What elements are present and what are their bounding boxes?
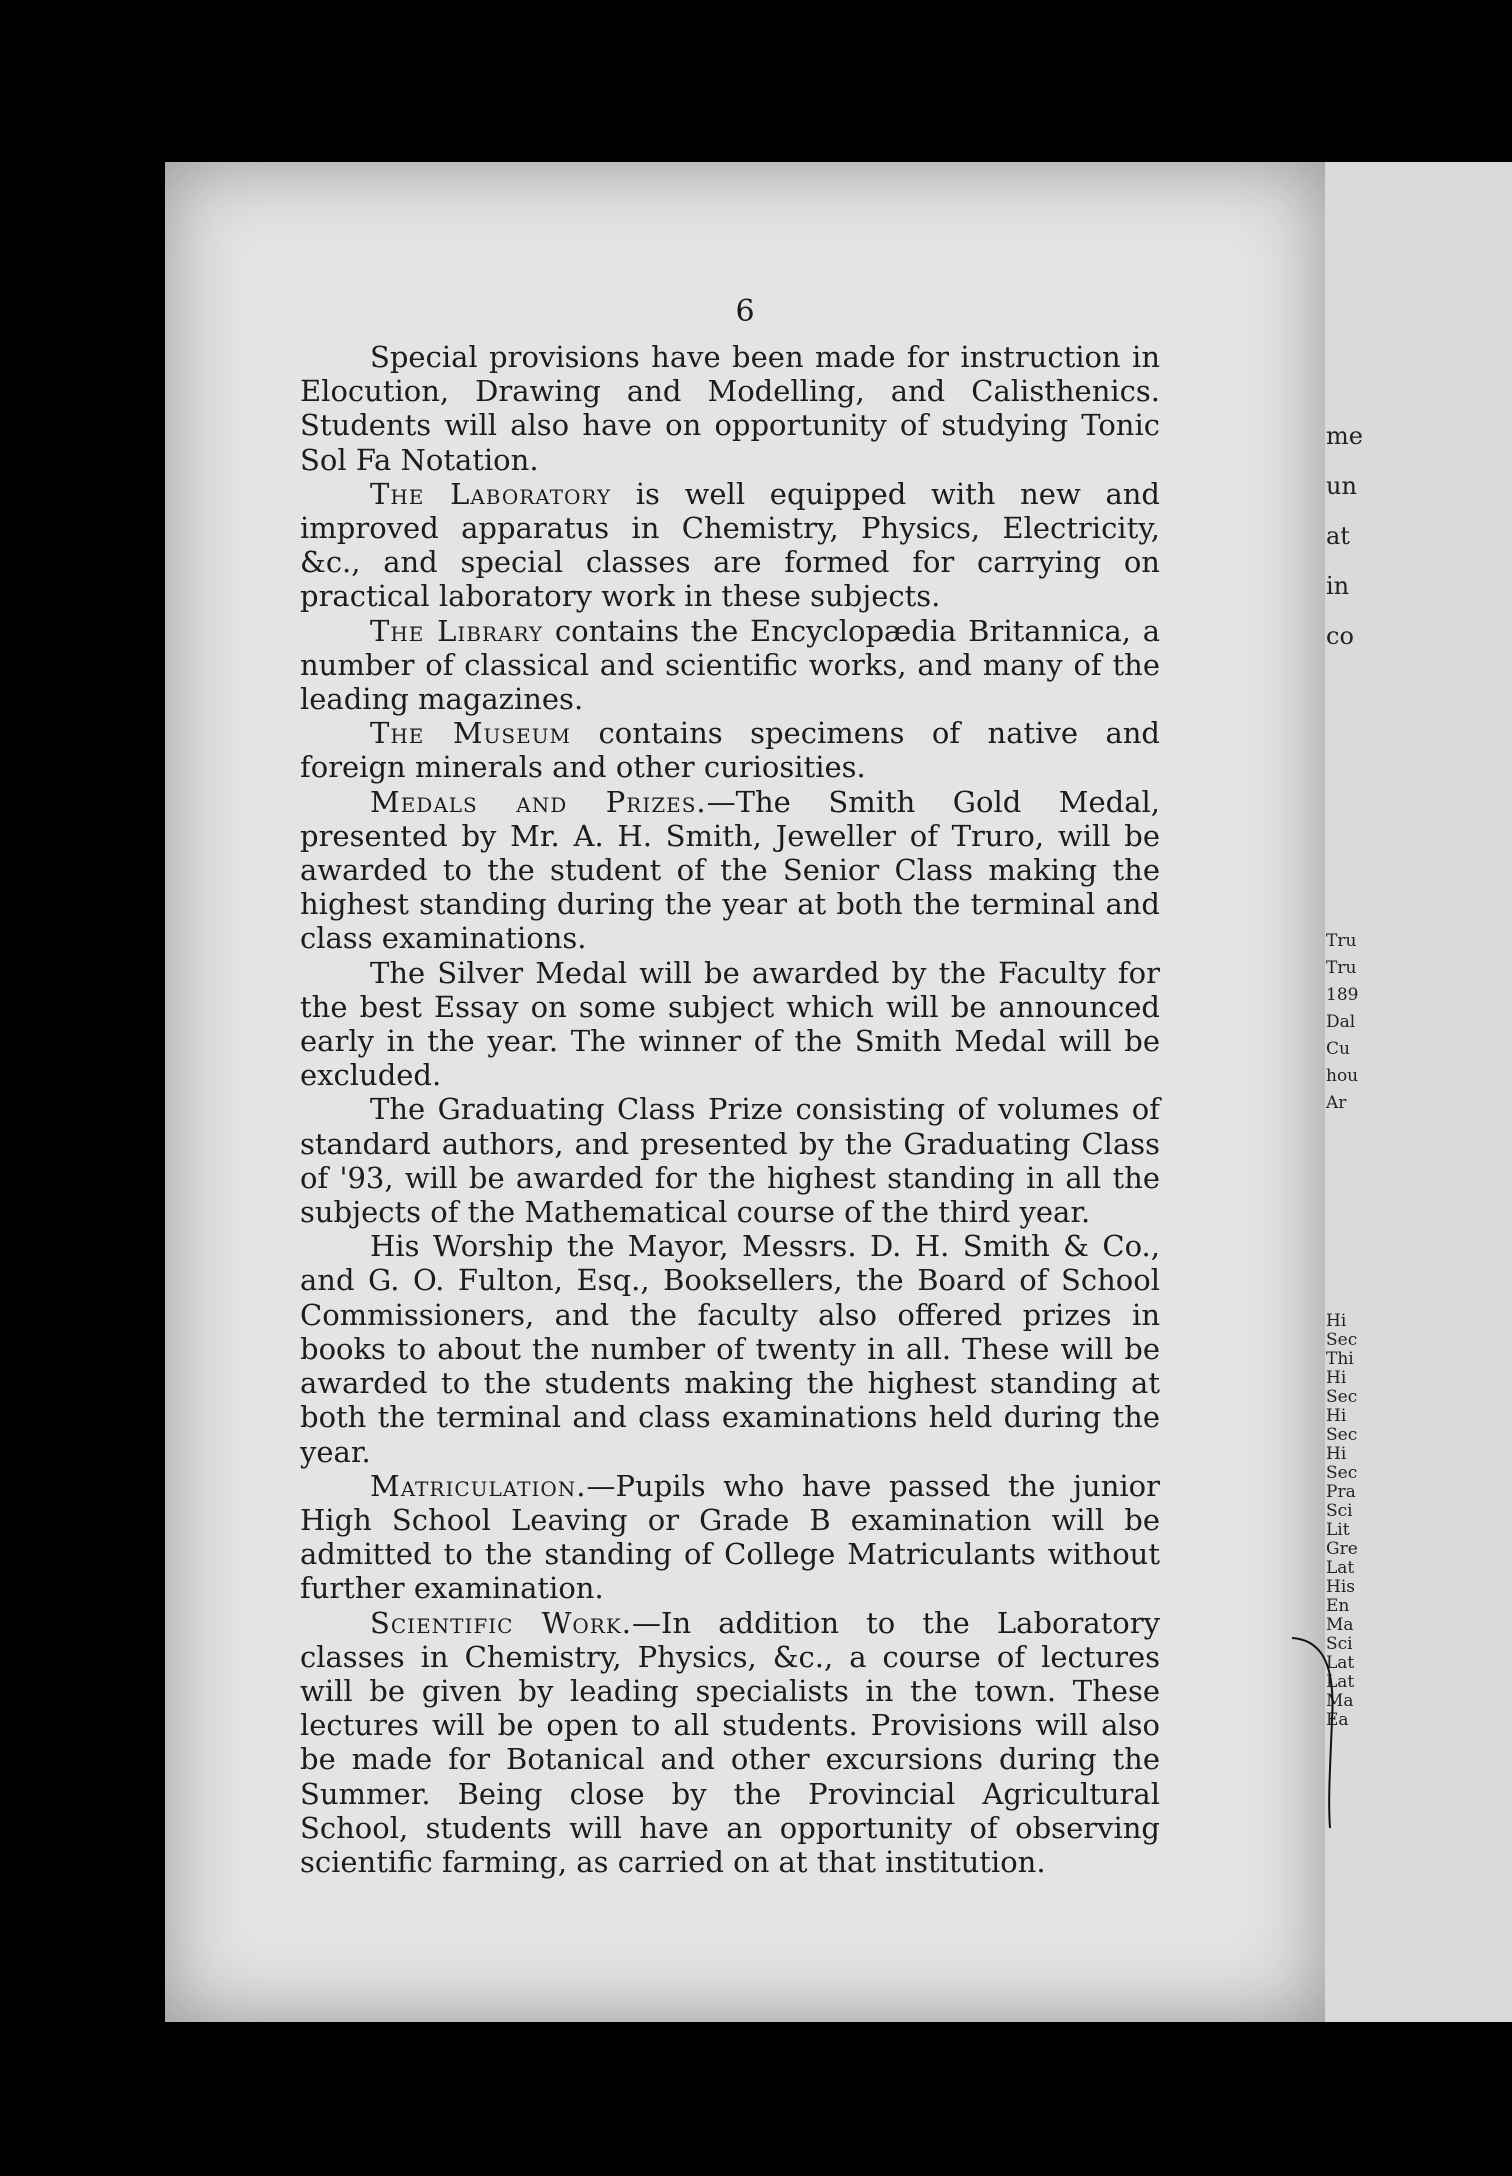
paragraph	[300, 1469, 1160, 1606]
paragraph-text: —Pupils who have passed the junior High School Leaving or Grade B examination will be admitted to the standing of College Matriculants without further examination.	[300, 1468, 1160, 1606]
paragraph-text: The Silver Medal will be awarded by the Faculty for the best Essay on some subject which will be announced early in the year. The winner of the Smith Medal will be excluded.	[300, 955, 1160, 1093]
paragraph-text: The Graduating Class Prize consisting of volumes of standard authors, and presented by the Graduating Class of '93, will be awarded for the highest standing in all the subjects of the Mathematical course of the third year.	[300, 1092, 1160, 1230]
fragment-text: co	[1326, 622, 1354, 650]
paragraph-text: Special provisions have been made for instruction in Elocution, Drawing and Modelling, and Calisthenics. Students will also have on opportunity of studying Tonic Sol Fa Notation.	[300, 340, 1160, 477]
fragment-text: His	[1326, 1577, 1355, 1597]
fragment-text: Lat	[1326, 1672, 1355, 1692]
fragment-text: Lat	[1326, 1653, 1355, 1673]
fragment-text: Thi	[1326, 1349, 1354, 1369]
fragment-text: Sec	[1326, 1330, 1358, 1350]
fragment-text: un	[1326, 472, 1357, 500]
fragment-text: Lit	[1326, 1520, 1350, 1540]
fragment-text: Tru	[1326, 931, 1357, 951]
fragment-text: Sec	[1326, 1463, 1358, 1483]
pen-mark-icon	[1290, 1630, 1350, 1830]
fragment-text: Pra	[1326, 1482, 1356, 1502]
fragment-text: Ma	[1326, 1615, 1354, 1635]
fragment-text: in	[1326, 572, 1350, 600]
fragment-text: Dal	[1326, 1012, 1356, 1032]
fragment-text: Hi	[1326, 1444, 1347, 1464]
fragment-text: hou	[1326, 1066, 1359, 1086]
paragraph-heading: Scientific Work.	[370, 1605, 633, 1640]
fragment-text: Ea	[1326, 1710, 1349, 1730]
fragment-text: Gre	[1326, 1539, 1358, 1559]
fragment-text: Ar	[1326, 1093, 1347, 1113]
paragraph	[300, 614, 1160, 717]
paragraph-heading: The Laboratory	[370, 476, 612, 511]
paragraph-text: contains specimens of native and foreign minerals and other curiosities.	[300, 716, 1160, 785]
fragment-text: Lat	[1326, 1558, 1355, 1578]
paragraph-heading: Matriculation.	[370, 1468, 587, 1503]
fragment-text: Tru	[1326, 958, 1357, 978]
fragment-text: me	[1326, 422, 1363, 450]
paragraph-heading: The Library	[370, 613, 544, 648]
right-page-fragments	[1325, 162, 1512, 2022]
paragraph	[300, 1092, 1160, 1229]
paragraph	[300, 340, 1160, 477]
paragraph-text: —The Smith Gold Medal, presented by Mr. A. H. Smith, Jeweller of Truro, will be awarded to the student of the Senior Class making the highest standing during the year at both the terminal and class examinations.	[300, 784, 1160, 956]
fragment-text: En	[1326, 1596, 1350, 1616]
paragraph	[300, 785, 1160, 956]
paragraph-text: is well equipped with new and improved apparatus in Chemistry, Physics, Electricity, &c., and special classes are formed for carrying on practical laboratory work in these subjects.	[300, 476, 1160, 614]
fragment-text: Sci	[1326, 1634, 1353, 1654]
paragraph	[300, 1229, 1160, 1468]
paragraph	[300, 956, 1160, 1093]
fragment-text: 189	[1326, 985, 1359, 1005]
fragment-text: Hi	[1326, 1406, 1347, 1426]
fragment-text: Ma	[1326, 1691, 1354, 1711]
paragraph-text: contains the Encyclopædia Britannica, a number of classical and scientific works, and many of the leading magazines.	[300, 613, 1160, 717]
paragraph-text: —In addition to the Laboratory classes in Chemistry, Physics, &c., a course of lectures will be given by leading specialists in the town. These lectures will be open to all students. Provisions will also be made for Botanical and other excursions during the Summer. Being close by the Provincial Agricultural School, students will have an opportunity of observing scientific farming, as carried on at that institution.	[300, 1605, 1160, 1879]
paragraph	[300, 1606, 1160, 1880]
paragraph-heading: The Museum	[370, 716, 572, 751]
paragraph-heading: Medals and Prizes.	[370, 784, 707, 819]
right-page-edge	[1325, 162, 1512, 2022]
fragment-text: Sec	[1326, 1387, 1358, 1407]
fragment-text: Hi	[1326, 1311, 1347, 1331]
page-number: 6	[735, 294, 755, 329]
paragraph-text: His Worship the Mayor, Messrs. D. H. Smith & Co., and G. O. Fulton, Esq., Booksellers, the Board of School Commissioners, and the faculty also offered prizes in books to about the number of twenty in all. These will be awarded to the students making the highest standing at both the terminal and class examinations held during the year.	[300, 1229, 1160, 1469]
fragment-text: Sci	[1326, 1501, 1353, 1521]
fragment-text: Sec	[1326, 1425, 1358, 1445]
fragment-text: Hi	[1326, 1368, 1347, 1388]
left-page	[165, 162, 1325, 2022]
paragraph	[300, 716, 1160, 784]
paragraph	[300, 477, 1160, 614]
fragment-text: Cu	[1326, 1039, 1350, 1059]
fragment-text: at	[1326, 522, 1350, 550]
page-body	[300, 340, 1160, 1879]
